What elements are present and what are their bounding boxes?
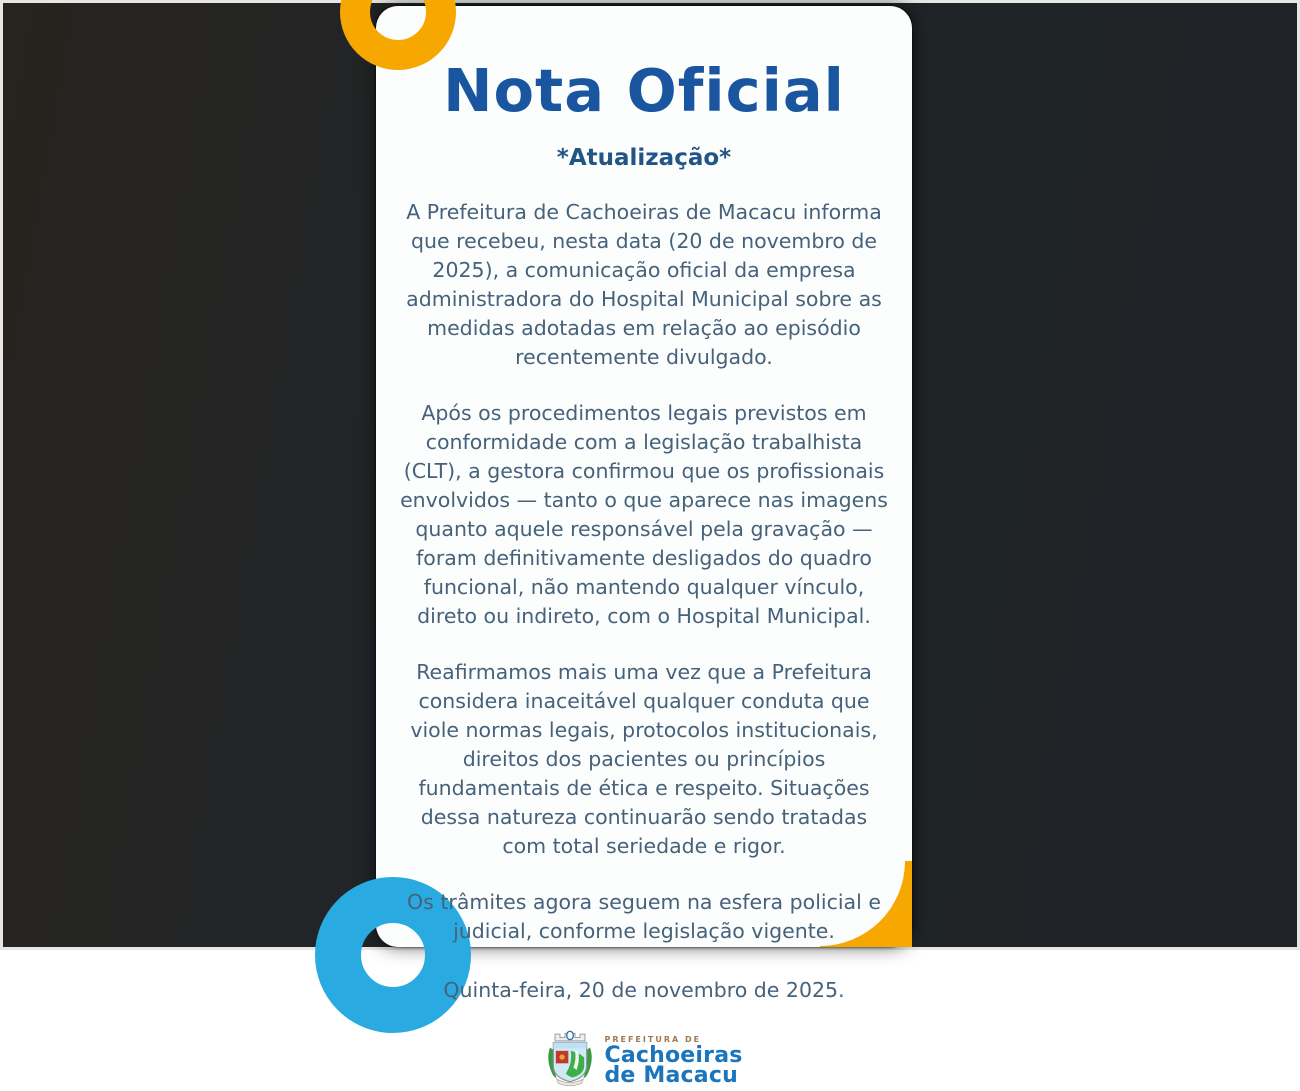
- logo-name-line1: Cachoeiras: [604, 1042, 743, 1068]
- city-crest-icon: [545, 1029, 595, 1091]
- note-content: [376, 6, 912, 1088]
- note-paragraph: Após os procedimentos legais previstos em conformidade com a legislação trabalhista (CLT), a gestora confirmou que os profissionais envolvidos — tanto o que aparece nas imagens quanto aquele responsável pela gravação — foram definitivamente desligados do quadro funcional, não mantendo qualquer vínculo, direto ou indireto, com o Hospital Municipal.: [400, 401, 888, 628]
- note-date-line: Quinta-feira, 20 de novembro de 2025.: [443, 978, 845, 1002]
- note-paragraph: Os trâmites agora seguem na esfera policial e judicial, conforme legislação vigente.: [407, 890, 881, 943]
- logo-name-line2: de Macacu: [604, 1062, 738, 1088]
- official-note-card: [376, 6, 912, 1088]
- logo-prefix: PREFEITURA DE: [604, 1034, 702, 1044]
- note-body: [396, 198, 892, 1005]
- note-subtitle: *Atualização*: [556, 145, 732, 171]
- note-paragraph: A Prefeitura de Cachoeiras de Macacu informa que recebeu, nesta data (20 de novembro de 2025), a comunicação oficial da empresa administradora do Hospital Municipal sobre as medidas adotadas em relação ao episódio recentemente divulgado.: [406, 200, 882, 369]
- note-paragraph: Reafirmamos mais uma vez que a Prefeitura considera inaceitável qualquer conduta que viole normas legais, protocolos institucionais, direitos dos pacientes ou princípios fundamentais de ética e respeito. Situações dessa natureza continuarão sendo tratadas com total seriedade e rigor.: [410, 660, 878, 858]
- logo-text: [604, 1035, 742, 1086]
- municipality-logo: [376, 1029, 912, 1091]
- note-title: Nota Oficial: [443, 56, 845, 125]
